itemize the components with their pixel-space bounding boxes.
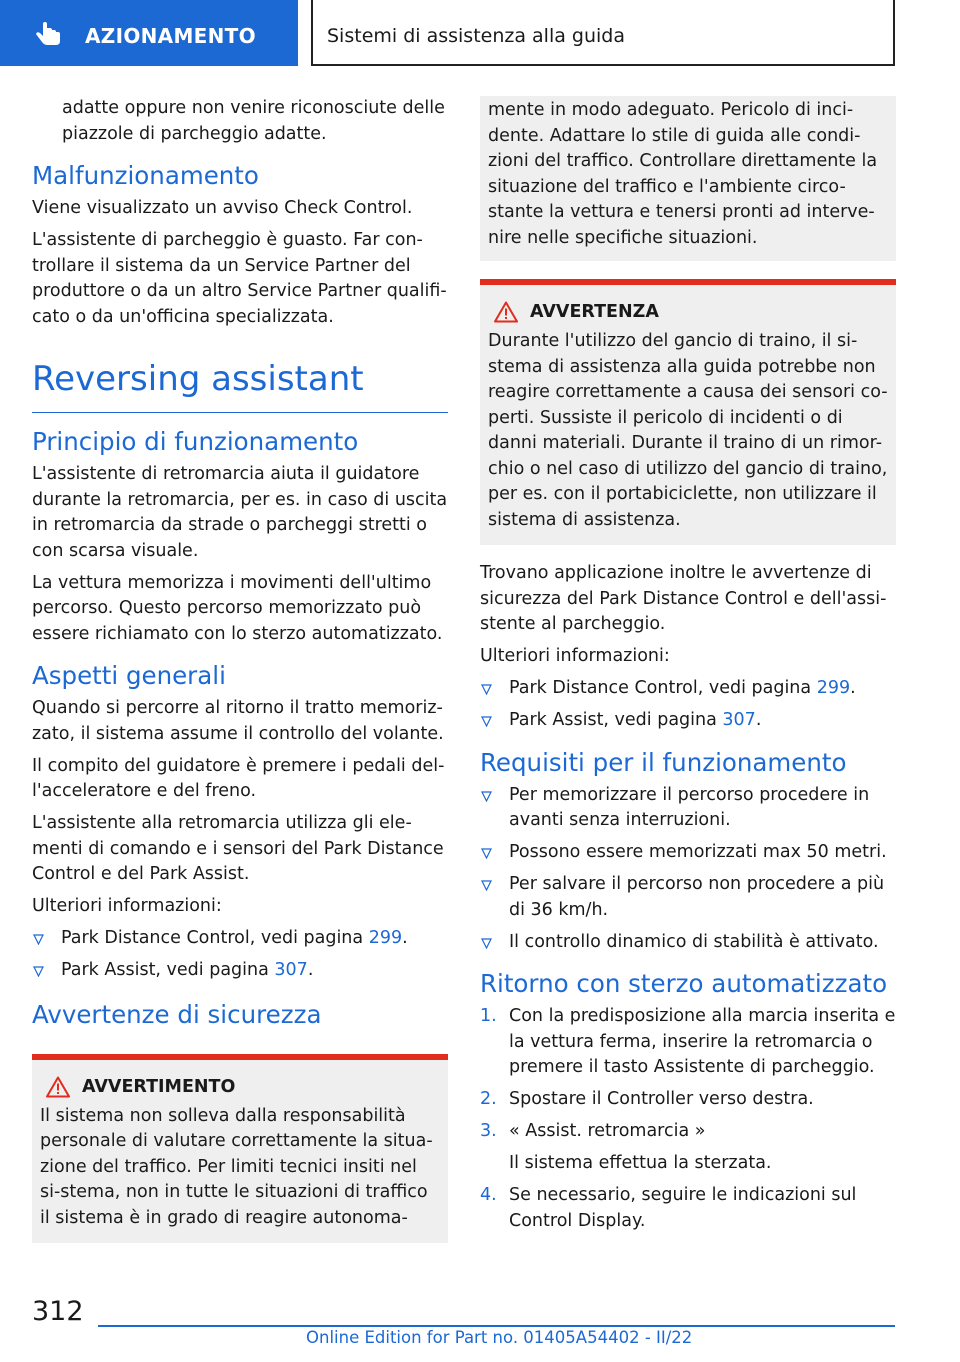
triangle-bullet-icon <box>481 791 492 802</box>
reference-list <box>480 676 896 734</box>
heading-malfunzionamento: Malfunzionamento <box>32 161 259 190</box>
warning-title: AVVERTIMENTO <box>40 1076 440 1098</box>
chapter-title: Reversing assistant <box>32 358 448 413</box>
list-item: Park Distance Control, vedi pagina 299. <box>480 676 896 702</box>
paragraph: Ulteriori informazioni: <box>32 896 222 916</box>
paragraph: L'assistente di retromarcia aiuta il guidatore durante la retromarcia, per es. in caso di uscita in retromarcia da strade o parcheggi stretti o con scarsa visuale. <box>32 464 448 561</box>
list-item: Per memorizzare il percorso procedere in avanti senza interruzioni. <box>480 783 896 834</box>
list-item: Park Distance Control, vedi pagina 299. <box>32 926 448 952</box>
paragraph: L'assistente di parcheggio è guasto. Far con-trollare il sistema da un Service Partner del produttore o da un altro Service Partner qualifi-cato o da un'officina specializzata. <box>32 230 447 327</box>
step-sub-text: Il sistema effettua la sterzata. <box>509 1153 772 1173</box>
right-column <box>480 96 896 1241</box>
step-item: 4. Se necessario, seguire le indicazioni sul Control Display. <box>480 1185 857 1231</box>
chapter-header <box>311 0 895 66</box>
heading-requisiti: Requisiti per il funzionamento <box>480 747 847 777</box>
warning-box <box>480 279 896 545</box>
warning-triangle-icon <box>494 301 518 323</box>
warning-text: mente in modo adeguato. Pericolo di inci-dente. Adattare lo stile di guida alle condi-zioni del traffico. Controllare direttamente la situazione del traffico e l'ambiente circo-stante la vettura e tenersi pronti ad interve-nire nelle specifiche situazioni. <box>488 100 878 248</box>
paragraph-continued: adatte oppure non venire riconosciute delle piazzole di parcheggio adatte. <box>62 98 445 144</box>
paragraph: Trovano applicazione inoltre le avvertenze di sicurezza del Park Distance Control e dell'assi-stente al parcheggio. <box>480 563 887 634</box>
heading-avvertenze: Avvertenze di sicurezza <box>32 999 322 1029</box>
heading-ritorno: Ritorno con sterzo automatizzato <box>480 969 888 998</box>
heading-aspetti: Aspetti generali <box>32 661 226 690</box>
edition-text: Online Edition for Part no. 01405A54402 - II/22 <box>306 1328 693 1347</box>
page-link[interactable]: 299 <box>368 928 403 948</box>
heading-principio: Principio di funzionamento <box>32 427 359 456</box>
steps-list-cont <box>480 1183 896 1234</box>
section-label: AZIONAMENTO <box>85 24 256 48</box>
page-link[interactable]: 307 <box>722 710 756 730</box>
step-item: 1. Con la predisposizione alla marcia inserita e la vettura ferma, inserire la retromarcia o premere il tasto Assistente di parcheggio. <box>480 1006 896 1077</box>
page-link[interactable]: 307 <box>274 960 308 980</box>
section-tab <box>0 0 298 66</box>
paragraph: Il compito del guidatore è premere i pedali del-l'acceleratore e del freno. <box>32 755 445 801</box>
triangle-bullet-icon <box>481 880 492 891</box>
paragraph: Viene visualizzato un avviso Check Control. <box>32 198 413 218</box>
paragraph: L'assistente alla retromarcia utilizza gli ele-menti di comando e i sensori del Park Distance Control e del Park Assist. <box>32 813 444 884</box>
step-item: 2. Spostare il Controller verso destra. <box>480 1089 814 1109</box>
list-item: Park Assist, vedi pagina 307. <box>32 958 448 984</box>
left-column <box>32 96 448 1243</box>
list-item: Per salvare il percorso non procedere a più di 36 km/h. <box>480 872 896 923</box>
warning-box <box>32 1054 448 1244</box>
triangle-bullet-icon <box>481 684 492 695</box>
reference-list <box>32 926 448 984</box>
page-link[interactable]: 299 <box>816 678 851 698</box>
step-item: 3. « Assist. retromarcia » <box>480 1121 706 1141</box>
chapter-label: Sistemi di assistenza alla guida <box>327 25 626 47</box>
triangle-bullet-icon <box>481 716 492 727</box>
warning-title: AVVERTENZA <box>488 301 888 323</box>
paragraph: Quando si percorre al ritorno il tratto memoriz-zato, il sistema assume il controllo del volante. <box>32 698 444 744</box>
triangle-bullet-icon <box>481 848 492 859</box>
hand-pointer-icon <box>34 22 64 46</box>
list-item: Park Assist, vedi pagina 307. <box>480 708 896 734</box>
paragraph: La vettura memorizza i movimenti dell'ultimo percorso. Questo percorso memorizzato può essere richiamato con lo sterzo automatizzato. <box>32 572 443 644</box>
triangle-bullet-icon <box>481 938 492 949</box>
steps-list <box>480 1004 896 1145</box>
warning-text: Durante l'utilizzo del gancio di traino, il si-stema di assistenza alla guida potrebbe non reagire correttamente a causa dei sensori co-perti. Sussiste il pericolo di incidenti o di danni materiali. Durante il traino di un rimor-chio o nel caso di utilizzo del gancio di traino, per es. con il portabiciclette, non utilizzare il sistema di assistenza. <box>488 331 888 530</box>
paragraph: Ulteriori informazioni: <box>480 646 670 666</box>
requirements-list <box>480 783 896 956</box>
page-number: 312 <box>32 1296 84 1327</box>
warning-triangle-icon <box>46 1076 70 1098</box>
warning-box-continued <box>480 96 896 261</box>
triangle-bullet-icon <box>33 966 44 977</box>
list-item: Il controllo dinamico di stabilità è attivato. <box>480 930 896 956</box>
warning-text: Il sistema non solleva dalla responsabilità personale di valutare correttamente la situa-zione del traffico. Per limiti tecnici insiti nel si-stema, non in tutte le situazioni di traffico il sistema è in grado di reagire autonoma- <box>40 1105 433 1228</box>
list-item: Possono essere memorizzati max 50 metri. <box>480 840 896 866</box>
triangle-bullet-icon <box>33 934 44 945</box>
footer-rule <box>98 1325 895 1327</box>
